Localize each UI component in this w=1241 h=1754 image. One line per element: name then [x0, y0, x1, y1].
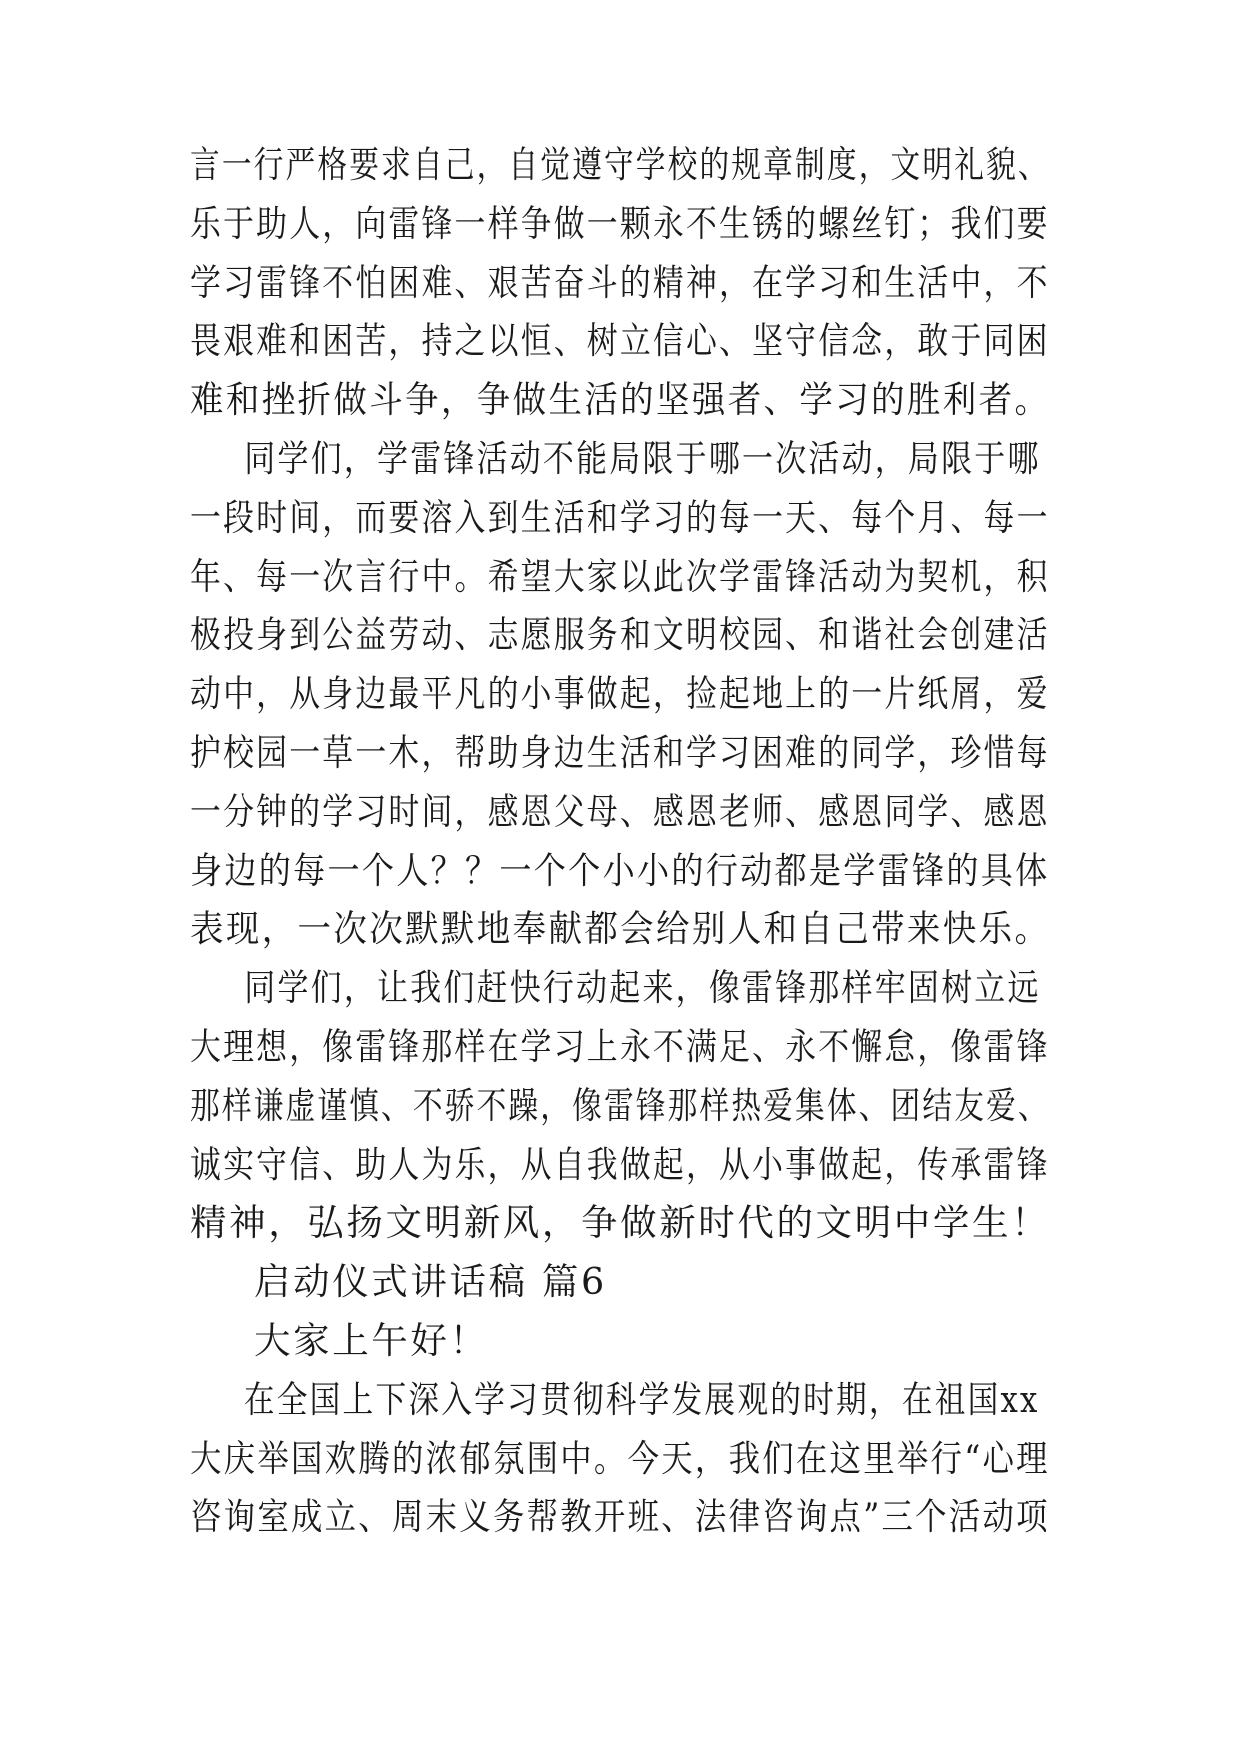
- text-line: 一段时间，而要溶入到生活和学习的每一天、每个月、每一: [190, 495, 1050, 539]
- text-line: 在全国上下深入学习贯彻科学发展观的时期，在祖国xx: [243, 1377, 1040, 1421]
- text-line: 动中，从身边最平凡的小事做起，捡起地上的一片纸屑，爱: [190, 672, 1050, 716]
- text-line: 诚实守信、助人为乐，从自我做起，从小事做起，传承雷锋: [190, 1142, 1050, 1186]
- text-line: 身边的每一个人？？一个个小小的行动都是学雷锋的具体: [190, 848, 1050, 892]
- text-line: 大理想，像雷锋那样在学习上永不满足、永不懈怠，像雷锋: [190, 1024, 1050, 1068]
- text-line: 学习雷锋不怕困难、艰苦奋斗的精神，在学习和生活中，不: [190, 260, 1050, 304]
- text-line: 同学们，让我们赶快行动起来，像雷锋那样牢固树立远: [244, 966, 1041, 1010]
- text-line: 表现，一次次默默地奉献都会给别人和自己带来快乐。: [190, 907, 1051, 951]
- text-line: 护校园一草一木，帮助身边生活和学习困难的同学，珍惜每: [190, 730, 1050, 774]
- text-line: 一分钟的学习时间，感恩父母、感恩老师、感恩同学、感恩: [190, 789, 1050, 833]
- text-line: 极投身到公益劳动、志愿服务和文明校园、和谐社会创建活: [190, 613, 1050, 657]
- text-line: 乐于助人，向雷锋一样争做一颗永不生锈的螺丝钉；我们要: [190, 201, 1050, 245]
- text-line: 大庆举国欢腾的浓郁氛围中。今天，我们在这里举行“心理: [190, 1436, 1050, 1480]
- text-line: 大家上午好！: [254, 1318, 489, 1362]
- text-line: 言一行严格要求自己，自觉遵守学校的规章制度，文明礼貌、: [190, 143, 1050, 186]
- text-line: 同学们，学雷锋活动不能局限于哪一次活动，局限于哪: [244, 436, 1041, 480]
- text-line: 年、每一次言行中。希望大家以此次学雷锋活动为契机，积: [190, 554, 1050, 598]
- document-body: [190, 136, 1050, 1547]
- text-line: 精神，弘扬文明新风，争做新时代的文明中学生！: [190, 1201, 1051, 1245]
- text-line: 咨询室成立、周末义务帮教开班、法律咨询点”三个活动项: [190, 1495, 1050, 1539]
- text-line: 畏艰难和困苦，持之以恒、树立信心、坚守信念，敢于同困: [190, 319, 1050, 363]
- text-line: 那样谦虚谨慎、不骄不躁，像雷锋那样热爱集体、团结友爱、: [190, 1083, 1050, 1127]
- text-line: 难和挫折做斗争，争做生活的坚强者、学习的胜利者。: [190, 378, 1051, 422]
- text-line: 启动仪式讲话稿 篇6: [254, 1260, 607, 1304]
